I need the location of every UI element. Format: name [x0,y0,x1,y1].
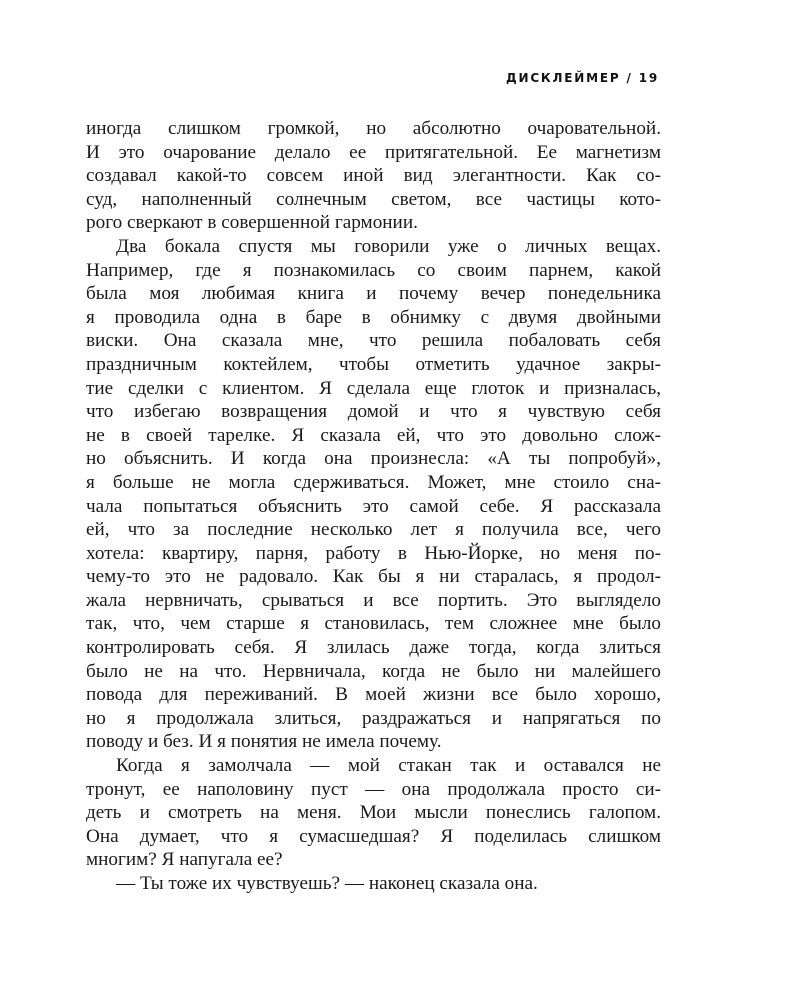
text-line: не в своей тарелке. Я сказала ей, что это довольно слож- [86,424,661,446]
text-line: я проводила одна в баре в обнимку с двумя двойными [86,306,661,328]
text-line: что избегаю возвращения домой и что я чувствую себя [86,401,661,423]
text-line: жала нервничать, срываться и все портить. Это выглядело [86,589,661,611]
text-line: контролировать себя. Я злилась даже тогда, когда злиться [86,637,661,659]
text-line: тронут, ее наполовину пуст — она продолжала просто си- [86,778,661,800]
text-line: хотела: квартиру, парня, работу в Нью-Йорке, но меня по- [86,542,661,564]
text-line: виски. Она сказала мне, что решила побаловать себя [86,330,661,352]
chapter-title: ДИСКЛЕЙМЕР [506,71,621,85]
text-line: многим? Я напугала ее? [86,849,283,871]
text-line: но я продолжала злиться, раздражаться и напрягаться по [86,707,661,729]
text-line: деть и смотреть на меня. Мои мысли понеслись галопом. [86,802,661,824]
text-line: ей, что за последние несколько лет я получила все, чего [86,519,661,541]
text-line: я больше не могла сдерживаться. Может, мне стоило сна- [86,471,661,493]
text-line: создавал какой-то совсем иной вид элегантности. Как со- [86,165,661,187]
text-line: Например, где я познакомилась со своим парнем, какой [86,259,661,281]
text-line: поводу и без. И я понятия не имела почему. [86,731,442,753]
text-line: суд, наполненный солнечным светом, все частицы кото- [86,188,661,210]
text-line: Она думает, что я сумасшедшая? Я поделилась слишком [86,825,661,847]
running-head [506,71,659,85]
text-line: И это очарование делало ее притягательной. Ее магнетизм [86,141,661,163]
text-line: повода для переживаний. В моей жизни все было хорошо, [86,684,661,706]
text-line: но объяснить. И когда она произнесла: «А ты попробуй», [86,448,661,470]
text-line: была моя любимая книга и почему вечер понедельника [86,283,661,305]
text-line: было не на что. Нервничала, когда не было ни малейшего [86,660,661,682]
text-line: чала попытаться объяснить это самой себе. Я рассказала [86,495,661,517]
text-line: чему-то это не радовало. Как бы я ни старалась, я продол- [86,566,661,588]
page-number: 19 [638,71,659,85]
text-line: — Ты тоже их чувствуешь? — наконец сказала она. [116,873,538,894]
text-line: Когда я замолчала — мой стакан так и оставался не [116,755,661,777]
text-line: так, что, чем старше я становилась, тем сложнее мне было [86,613,661,635]
text-line: иногда слишком громкой, но абсолютно очаровательной. [86,118,661,139]
text-line: рого сверкают в совершенной гармонии. [86,212,418,234]
text-line: праздничным коктейлем, чтобы отметить удачное закры- [86,353,661,375]
text-line: Два бокала спустя мы говорили уже о личных вещах. [116,235,661,257]
body-text [86,117,661,896]
text-line: тие сделки с клиентом. Я сделала еще глоток и призналась, [86,377,661,399]
header-separator: / [626,71,633,85]
